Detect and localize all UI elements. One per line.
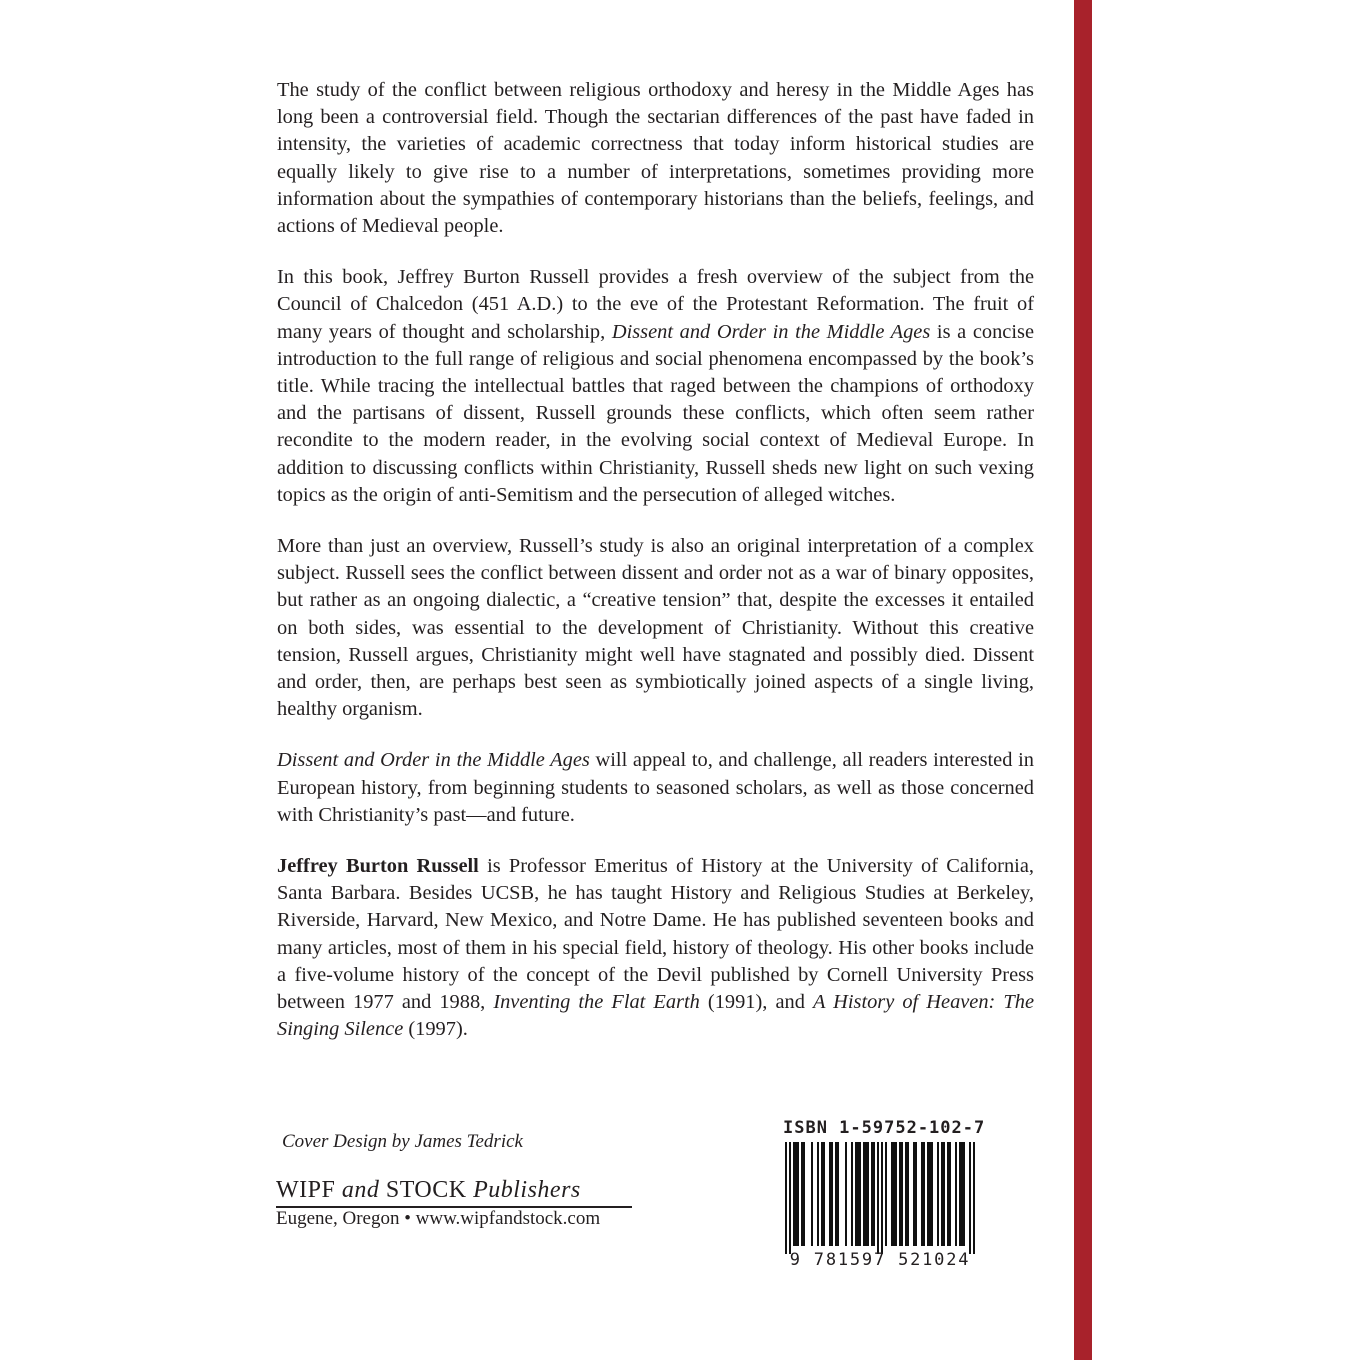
barcode-bar bbox=[943, 1142, 945, 1246]
back-cover-text bbox=[277, 77, 1034, 1044]
barcode-bar bbox=[865, 1142, 867, 1246]
barcode-bar bbox=[823, 1142, 825, 1246]
barcode-bar bbox=[845, 1142, 847, 1246]
barcode-bar bbox=[877, 1142, 879, 1254]
barcode-bar bbox=[929, 1142, 931, 1246]
other-book-title: Inventing the Flat Earth bbox=[493, 991, 700, 1014]
book-title-italic: Dissent and Order in the Middle Ages bbox=[611, 320, 931, 343]
barcode-bar bbox=[907, 1142, 909, 1246]
author-bio: Jeffrey Burton Russell is Professor Emeritus of History at the University of California, Santa Barbara. Besides UCSB, he has taught History and Religious Studies at Berkeley, Riverside, Harvard, New Mexico, and Notre Dame. He has published seventeen books and many articles, most of them in his special field, history of theology. His other books include a five-volume history of the concept of the Devil published by Cornell University Press between 1977 and 1988, Inventing the Flat Earth (1991), and A History of Heaven: The Singing Silence (1997). bbox=[277, 855, 1034, 1041]
other-book-title: A History of Heaven: The Singing Silence bbox=[277, 991, 1034, 1041]
barcode-bar bbox=[885, 1142, 887, 1246]
barcode-bar bbox=[891, 1142, 893, 1246]
barcode-bar bbox=[873, 1142, 875, 1246]
barcode-bar bbox=[797, 1142, 799, 1246]
barcode-bar bbox=[927, 1142, 929, 1246]
barcode-bar bbox=[855, 1142, 857, 1246]
barcode-bar bbox=[901, 1142, 903, 1246]
barcode-bar bbox=[803, 1142, 805, 1246]
barcode-bar bbox=[871, 1142, 873, 1246]
barcode-bar bbox=[801, 1142, 803, 1246]
barcode-bar bbox=[941, 1142, 943, 1246]
barcode-bar bbox=[795, 1142, 797, 1246]
barcode-bar bbox=[905, 1142, 907, 1246]
barcode-bar bbox=[829, 1142, 831, 1246]
barcode-bar bbox=[835, 1142, 837, 1246]
barcode-bar bbox=[961, 1142, 963, 1246]
barcode-bar bbox=[857, 1142, 859, 1246]
barcode-bar bbox=[963, 1142, 965, 1246]
barcode-bar bbox=[913, 1142, 915, 1246]
barcode-bar bbox=[973, 1142, 975, 1254]
barcode-bar bbox=[811, 1142, 813, 1246]
spine-stripe bbox=[1074, 0, 1092, 1360]
paragraph-3: More than just an overview, Russell’s study is also an original interpretation of a complex subject. Russell sees the conflict between dissent and order not as a war of binary opposites, but rather as an ongoing dialectic, a “creative tension” that, despite the excesses it entailed on both sides, was essential to the development of Christianity. Without this creative tension, Russell argues, Christianity might well have stagnated and possibly died. Dissent and order, then, are perhaps best seen as symbiotically joined aspects of a single living, healthy organism. bbox=[277, 535, 1034, 721]
barcode-bar bbox=[969, 1142, 971, 1254]
publisher-location: Eugene, Oregon • www.wipfandstock.com bbox=[276, 1208, 601, 1229]
barcode-bar bbox=[923, 1142, 925, 1246]
cover-design-credit: Cover Design by James Tedrick bbox=[282, 1131, 523, 1152]
barcode-bar bbox=[793, 1142, 795, 1246]
publisher-logo: WIPF and STOCK Publishers bbox=[276, 1175, 632, 1208]
barcode-bar bbox=[949, 1142, 951, 1246]
isbn-barcode bbox=[780, 1118, 986, 1278]
ean-number: 9 781597 521024 bbox=[789, 1250, 971, 1270]
paragraph-1: The study of the conflict between religious orthodoxy and heresy in the Middle Ages has long been a controversial field. Though the sectarian differences of the past have faded in intensity, the varieties of academic correctness that today inform historical studies are equally likely to give rise to a number of interpretations, sometimes providing more information about the sympathies of contemporary historians than the beliefs, feelings, and actions of Medieval people. bbox=[277, 79, 1034, 238]
isbn-number: ISBN 1-59752-102-7 bbox=[783, 1118, 986, 1138]
barcode-bar bbox=[789, 1142, 791, 1254]
barcode-bar bbox=[899, 1142, 901, 1246]
barcode-bar bbox=[921, 1142, 923, 1246]
barcode-bar bbox=[893, 1142, 895, 1246]
paragraph-2: In this book, Jeffrey Burton Russell provides a fresh overview of the subject from the Council of Chalcedon (451 A.D.) to the eve of the Protestant Reformation. The fruit of many years of thought and scholarship, Dissent and Order in the Middle Ages is a concise introduction to the full range of religious and social phenomena encompassed by the book’s title. While tracing the intellectual battles that raged between the champions of orthodoxy and the partisans of dissent, Russell grounds these conflicts, which often seem rather recondite to the modern reader, in the evolving social context of Medieval Europe. In addition to discussing conflicts within Christianity, Russell sheds new light on such vexing topics as the origin of anti-Semitism and the persecution of alleged witches. bbox=[277, 266, 1034, 506]
publisher-website: www.wipfandstock.com bbox=[415, 1208, 601, 1229]
barcode-bar bbox=[955, 1142, 957, 1246]
barcode-bar bbox=[821, 1142, 823, 1246]
barcode-bar bbox=[915, 1142, 917, 1246]
barcode-bar bbox=[817, 1142, 819, 1246]
book-title-italic: Dissent and Order in the Middle Ages bbox=[277, 749, 590, 772]
barcode-bar bbox=[837, 1142, 839, 1246]
barcode-bar bbox=[881, 1142, 883, 1254]
barcode-bar bbox=[895, 1142, 897, 1246]
author-name: Jeffrey Burton Russell bbox=[277, 855, 479, 878]
barcode-bar bbox=[937, 1142, 939, 1246]
barcode-bar bbox=[863, 1142, 865, 1246]
barcode-bar bbox=[947, 1142, 949, 1246]
barcode-bar bbox=[867, 1142, 869, 1246]
barcode-bar bbox=[859, 1142, 861, 1246]
barcode-bar bbox=[831, 1142, 833, 1246]
barcode-bar bbox=[959, 1142, 961, 1246]
barcode-bar bbox=[785, 1142, 787, 1254]
paragraph-4: Dissent and Order in the Middle Ages will appeal to, and challenge, all readers interested in European history, from beginning students to seasoned scholars, as well as those concerned with Christianity’s past—and future. bbox=[277, 749, 1034, 826]
barcode-bars bbox=[780, 1142, 980, 1254]
barcode-bar bbox=[931, 1142, 933, 1246]
barcode-bar bbox=[851, 1142, 853, 1246]
